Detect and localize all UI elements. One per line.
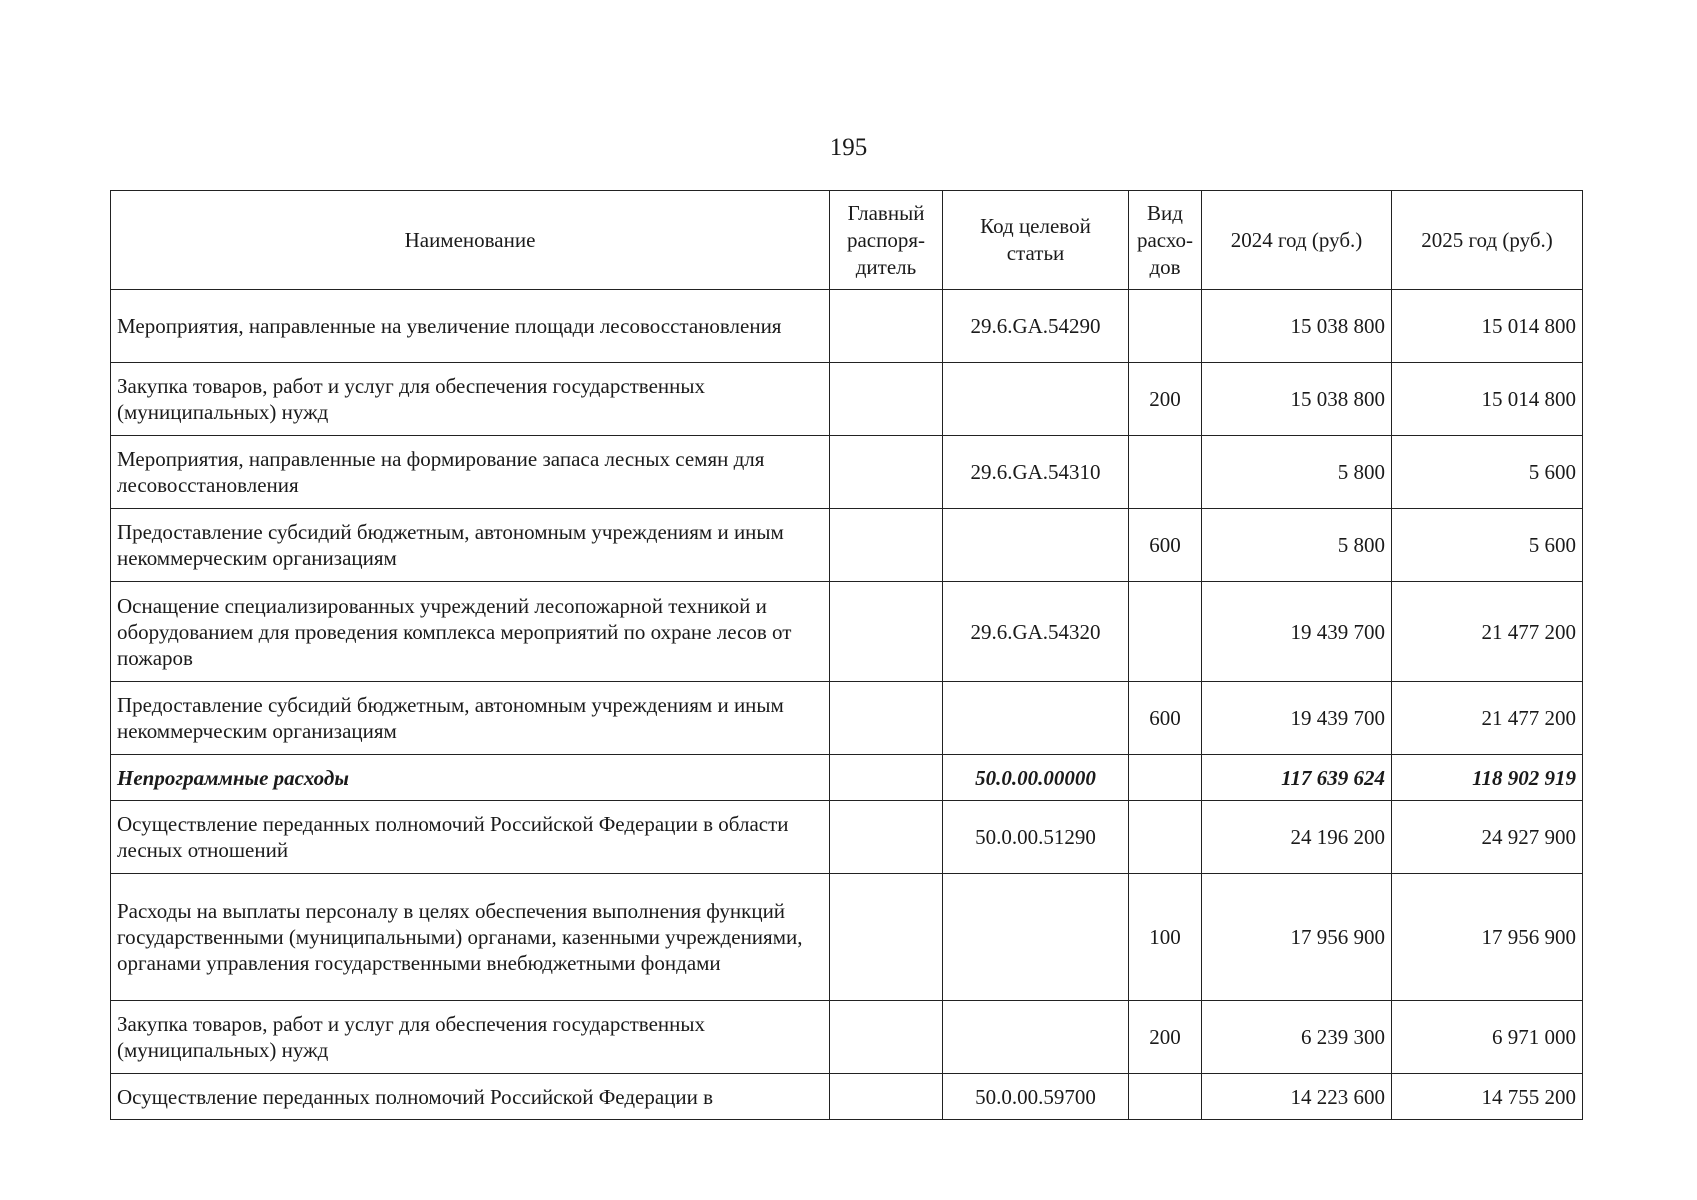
row-type: 600: [1129, 509, 1202, 582]
page-number: 195: [829, 134, 868, 161]
row-2024: 117 639 624: [1202, 755, 1392, 801]
header-manager: Главный распоря-дитель: [830, 191, 943, 290]
row-2025: 14 755 200: [1392, 1074, 1583, 1120]
row-2025: 15 014 800: [1392, 363, 1583, 436]
table-row: [111, 682, 1583, 755]
row-type: [1129, 755, 1202, 801]
row-type: 200: [1129, 363, 1202, 436]
row-type: [1129, 436, 1202, 509]
table-row: [111, 582, 1583, 682]
row-2024: 15 038 800: [1202, 290, 1392, 363]
row-name: Непрограммные расходы: [111, 755, 830, 801]
row-2024: 24 196 200: [1202, 801, 1392, 874]
header-type: Вид расхо-дов: [1129, 191, 1202, 290]
row-type: [1129, 582, 1202, 682]
table-row: [111, 1001, 1583, 1074]
row-2024: 15 038 800: [1202, 363, 1392, 436]
row-type: 200: [1129, 1001, 1202, 1074]
row-2025: 5 600: [1392, 436, 1583, 509]
table-row: [111, 363, 1583, 436]
table-row: [111, 801, 1583, 874]
row-type: 600: [1129, 682, 1202, 755]
row-code: 29.6.GA.54290: [943, 290, 1129, 363]
table-row: [111, 509, 1583, 582]
row-name: Предоставление субсидий бюджетным, автономным учреждениям и иным некоммерческим организациям: [111, 682, 830, 755]
row-type: 100: [1129, 874, 1202, 1001]
row-manager: [830, 874, 943, 1001]
row-2025: 118 902 919: [1392, 755, 1583, 801]
row-manager: [830, 436, 943, 509]
row-manager: [830, 509, 943, 582]
row-name: Оснащение специализированных учреждений лесопожарной техникой и оборудованием для проведения комплекса мероприятий по охране лесов от пожаров: [111, 582, 830, 682]
row-code: 50.0.00.59700: [943, 1074, 1129, 1120]
row-2024: 6 239 300: [1202, 1001, 1392, 1074]
row-manager: [830, 582, 943, 682]
row-type: [1129, 290, 1202, 363]
row-code: 29.6.GA.54320: [943, 582, 1129, 682]
row-manager: [830, 801, 943, 874]
row-2025: 21 477 200: [1392, 682, 1583, 755]
row-type: [1129, 1074, 1202, 1120]
header-2024: 2024 год (руб.): [1202, 191, 1392, 290]
table-row: [111, 874, 1583, 1001]
row-2025: 6 971 000: [1392, 1001, 1583, 1074]
row-2024: 5 800: [1202, 509, 1392, 582]
row-name: Мероприятия, направленные на увеличение площади лесовосстановления: [111, 290, 830, 363]
row-code: 50.0.00.00000: [943, 755, 1129, 801]
table-header-row: [111, 191, 1583, 290]
row-manager: [830, 363, 943, 436]
row-name: Осуществление переданных полномочий Российской Федерации в области лесных отношений: [111, 801, 830, 874]
row-name: Предоставление субсидий бюджетным, автономным учреждениям и иным некоммерческим организациям: [111, 509, 830, 582]
row-2025: 15 014 800: [1392, 290, 1583, 363]
header-2025: 2025 год (руб.): [1392, 191, 1583, 290]
row-type: [1129, 801, 1202, 874]
row-code: [943, 682, 1129, 755]
table-row: [111, 290, 1583, 363]
row-2024: 5 800: [1202, 436, 1392, 509]
row-2025: 24 927 900: [1392, 801, 1583, 874]
row-2025: 17 956 900: [1392, 874, 1583, 1001]
row-code: [943, 874, 1129, 1001]
row-name: Мероприятия, направленные на формирование запаса лесных семян для лесовосстановления: [111, 436, 830, 509]
header-name: Наименование: [111, 191, 830, 290]
row-code: 29.6.GA.54310: [943, 436, 1129, 509]
row-2024: 19 439 700: [1202, 682, 1392, 755]
row-manager: [830, 1074, 943, 1120]
row-2024: 19 439 700: [1202, 582, 1392, 682]
budget-table: [110, 190, 1583, 1120]
row-code: [943, 509, 1129, 582]
row-name: Закупка товаров, работ и услуг для обеспечения государственных (муниципальных) нужд: [111, 363, 830, 436]
row-manager: [830, 1001, 943, 1074]
row-2025: 5 600: [1392, 509, 1583, 582]
row-manager: [830, 290, 943, 363]
table-row: [111, 1074, 1583, 1120]
row-name: Закупка товаров, работ и услуг для обеспечения государственных (муниципальных) нужд: [111, 1001, 830, 1074]
row-name: Расходы на выплаты персоналу в целях обеспечения выполнения функций государственными (муниципальными) органами, казенными учреждениями, органами управления государственными внебюджетными фондами: [111, 874, 830, 1001]
row-manager: [830, 682, 943, 755]
row-manager: [830, 755, 943, 801]
row-code: 50.0.00.51290: [943, 801, 1129, 874]
header-code: Код целевой статьи: [943, 191, 1129, 290]
row-name: Осуществление переданных полномочий Российской Федерации в: [111, 1074, 830, 1120]
table-row-total: [111, 755, 1583, 801]
row-2024: 17 956 900: [1202, 874, 1392, 1001]
row-2025: 21 477 200: [1392, 582, 1583, 682]
table-row: [111, 436, 1583, 509]
row-code: [943, 1001, 1129, 1074]
row-code: [943, 363, 1129, 436]
row-2024: 14 223 600: [1202, 1074, 1392, 1120]
